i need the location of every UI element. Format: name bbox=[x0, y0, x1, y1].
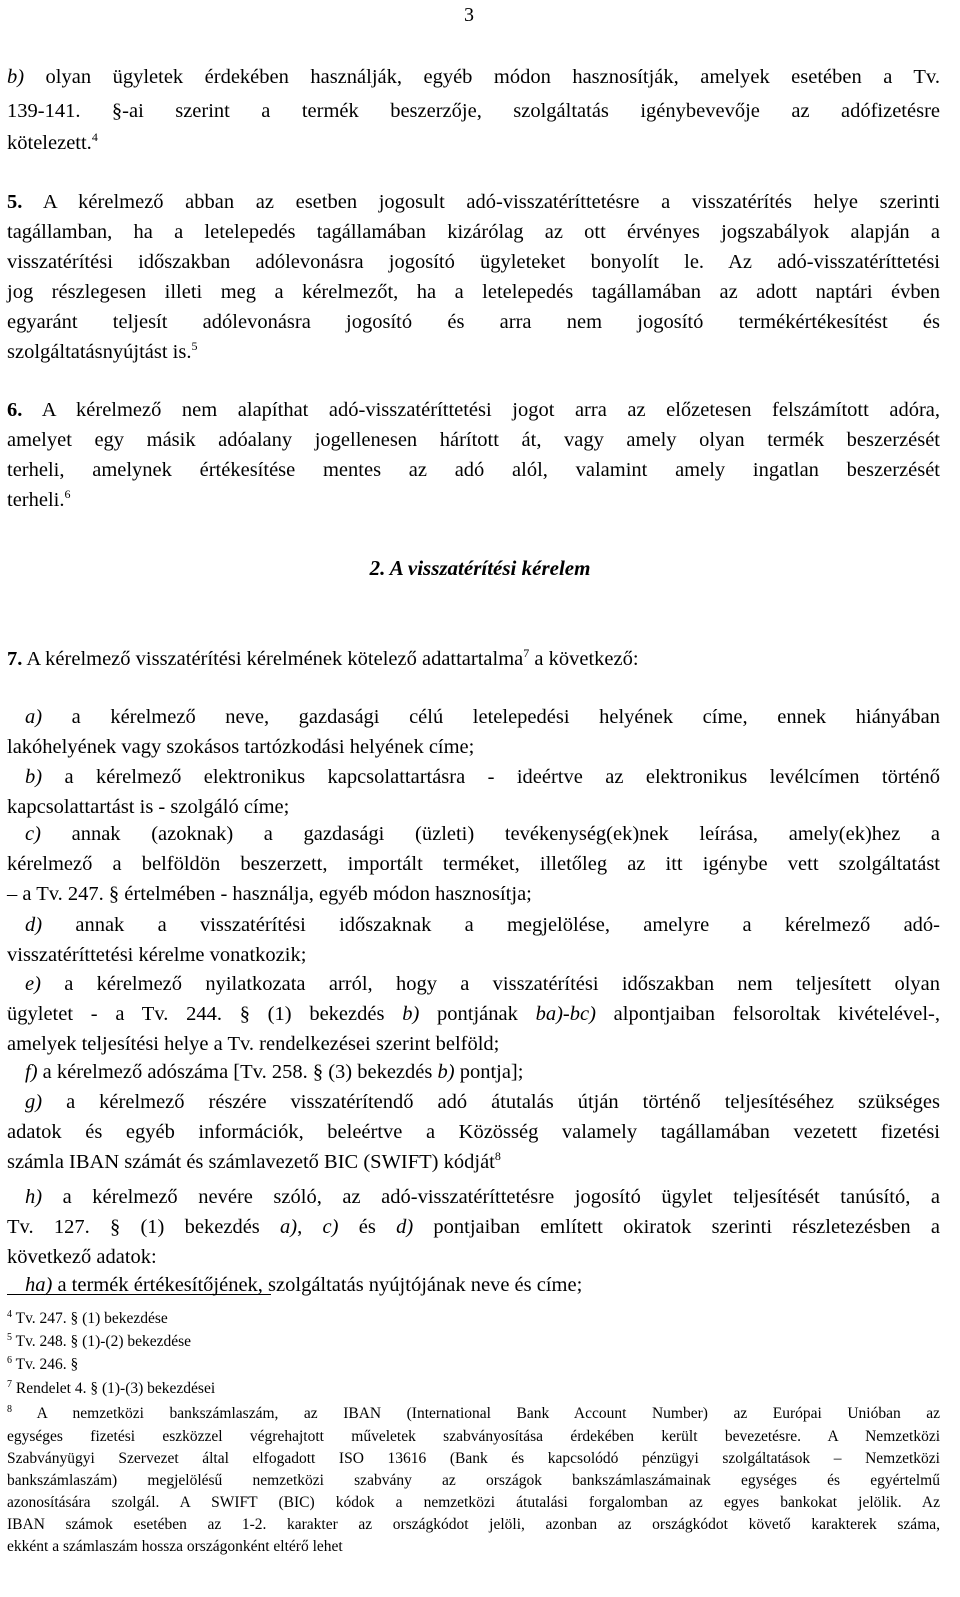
page-number: 3 bbox=[464, 4, 474, 26]
item-b-line-1: b) olyan ügyletek érdekében használják, egyéb módon hasznosítják, amelyek esetében a Tv. bbox=[7, 66, 940, 88]
footnote-ref-7: 7 bbox=[523, 646, 530, 660]
item-b2-line-1: b) a kérelmező elektronikus kapcsolattartásra - ideértve az elektronikus levélcímen történő bbox=[25, 766, 940, 788]
footnote-8-line-2: egységes fizetési eszközzel végrehajtott műveletek szabványosítása érdekében került bevezetésre. A Nemzetközi bbox=[7, 1428, 940, 1445]
footnote-8-line-4: bankszámlaszám) megjelölésű nemzetközi szabvány az országok bankszámlaszámainak egységes és egyértelmű bbox=[7, 1472, 940, 1489]
item-b-line-2: 139-141. §-ai szerint a termék beszerzője, szolgáltatás igénybevevője az adófizetésre bbox=[7, 100, 940, 122]
paragraph-5-line-2: tagállamban, ha a letelepedés tagállamában kizárólag az ott érvényes jogszabályok alapján a bbox=[7, 221, 940, 243]
item-f: f) a kérelmező adószáma [Tv. 258. § (3) bekezdés b) pontja]; bbox=[25, 1061, 524, 1083]
paragraph-6-line-1: 6. A kérelmező nem alapíthat adó-visszatéríttetési jogot arra az előzetesen felszámított adóra, bbox=[7, 399, 940, 421]
footnote-5: $^5$ Tv. 248. § (1)-(2) bekezdése bbox=[7, 1332, 192, 1350]
footnote-ref-6: 6 bbox=[64, 487, 71, 501]
paragraph-6-line-2: amelyet egy másik adóalany jogellenesen hárított át, vagy amely olyan termék beszerzését bbox=[7, 429, 940, 451]
paragraph-6-line-4: terheli.$^6$ bbox=[7, 487, 71, 511]
item-a-line-1: a) a kérelmező neve, gazdasági célú letelepedési helyének címe, ennek hiányában bbox=[25, 706, 940, 728]
item-c-line-2: kérelmező a belföldön beszerzett, importált terméket, illetőleg az itt igénybe vett szolgáltatást bbox=[7, 853, 940, 875]
item-e-line-3: amelyek teljesítési helye a Tv. rendelkezései szerint belföld; bbox=[7, 1033, 500, 1055]
item-c-line-1: c) annak (azoknak) a gazdasági (üzleti) tevékenység(ek)nek leírása, amely(ek)hez a bbox=[25, 823, 940, 845]
item-ha: ha) a termék értékesítőjének, szolgáltatás nyújtójának neve és címe; bbox=[25, 1274, 583, 1296]
footnote-7: $^7$ Rendelet 4. § (1)-(3) bekezdései bbox=[7, 1379, 216, 1397]
item-c-line-3: – a Tv. 247. § értelmében - használja, egyéb módon hasznosítja; bbox=[7, 883, 532, 905]
footnote-ref-8: 8 bbox=[494, 1149, 501, 1163]
item-e-line-2: ügyletet - a Tv. 244. § (1) bekezdés b) pontjának ba)-bc) alpontjaiban felsoroltak kivételével-, bbox=[7, 1003, 940, 1025]
item-h-line-2: Tv. 127. § (1) bekezdés a), c) és d) pontjaiban említett okiratok szerinti részletezésben a bbox=[7, 1216, 941, 1238]
item-d-line-2: visszatéríttetési kérelme vonatkozik; bbox=[7, 944, 307, 966]
paragraph-5-line-5: egyaránt teljesít adólevonásra jogosító és arra nem jogosító termékértékesítést és bbox=[7, 311, 940, 333]
footnote-4: $^4$ Tv. 247. § (1) bekezdése bbox=[7, 1309, 168, 1327]
item-a-line-2: lakóhelyének vagy szokásos tartózkodási helyének címe; bbox=[7, 736, 475, 758]
footnote-separator bbox=[7, 1294, 271, 1295]
item-b2-line-2: kapcsolattartást is - szolgáló címe; bbox=[7, 796, 290, 818]
item-g-line-1: g) a kérelmező részére visszatérítendő adó átutalás útján történő teljesítéséhez szükséges bbox=[25, 1091, 940, 1113]
item-b-line-3: kötelezett.$^4$ bbox=[7, 130, 98, 154]
paragraph-7: 7. A kérelmező visszatérítési kérelmének kötelező adattartalma$^7$ a következő: bbox=[7, 646, 639, 670]
section-heading: 2. A visszatérítési kérelem bbox=[369, 556, 591, 580]
footnote-8-line-3: Szabványügyi Szervezet által elfogadott ISO 13616 (Bank és kapcsolódó pénzügyi szolgáltatások – Nemzetközi bbox=[7, 1450, 940, 1467]
footnote-8-line-7: ekként a számlaszám hossza országonként eltérő lehet bbox=[7, 1538, 343, 1555]
paragraph-5-line-6: szolgáltatásnyújtást is.$^5$ bbox=[7, 339, 198, 363]
item-h-line-1: h) a kérelmező nevére szóló, az adó-visszatéríttetésre jogosító ügylet teljesítését tanúsító, a bbox=[25, 1186, 940, 1208]
paragraph-5-line-4: jog részlegesen illeti meg a kérelmezőt, ha a letelepedés tagállamában az adott naptári évben bbox=[7, 281, 940, 303]
paragraph-5-line-1: 5. A kérelmező abban az esetben jogosult adó-visszatéríttetésre a visszatérítés helye szerinti bbox=[7, 191, 940, 213]
paragraph-5-line-3: visszatérítési időszakban adólevonásra jogosító ügyleteket bonyolít le. Az adó-visszatéríttetési bbox=[7, 251, 940, 273]
paragraph-6-line-3: terheli, amelynek értékesítése mentes az adó alól, valamint amely ingatlan beszerzését bbox=[7, 459, 940, 481]
item-h-line-3: következő adatok: bbox=[7, 1246, 157, 1268]
footnote-6: $^6$ Tv. 246. § bbox=[7, 1355, 79, 1373]
footnote-ref-5: 5 bbox=[191, 339, 198, 353]
footnote-8-line-5: azonosítására szolgál. A SWIFT (BIC) kódok a nemzetközi átutalási forgalomban az egyes bankokat jelölik. Az bbox=[7, 1494, 940, 1511]
footnote-ref-4: 4 bbox=[91, 130, 98, 144]
item-g-line-3: számla IBAN számát és számlavezető BIC (SWIFT) kódját$^8$ bbox=[7, 1149, 501, 1173]
item-d-line-1: d) annak a visszatérítési időszaknak a megjelölése, amelyre a kérelmező adó- bbox=[25, 914, 940, 936]
footnote-8-line-6: IBAN számok esetében az 1-2. karakter az országkódot jelöli, azonban az országkódot követő karakterek száma, bbox=[7, 1516, 940, 1533]
item-g-line-2: adatok és egyéb információk, beleértve a Közösség valamely tagállamában vezetett fizetési bbox=[7, 1121, 940, 1143]
item-e-line-1: e) a kérelmező nyilatkozata arról, hogy a visszatérítési időszakban nem teljesített olyan bbox=[25, 973, 940, 995]
footnote-8-line-1: $^8$ A nemzetközi bankszámlaszám, az IBAN (International Bank Account Number) az Európai Unióban az bbox=[7, 1404, 940, 1422]
